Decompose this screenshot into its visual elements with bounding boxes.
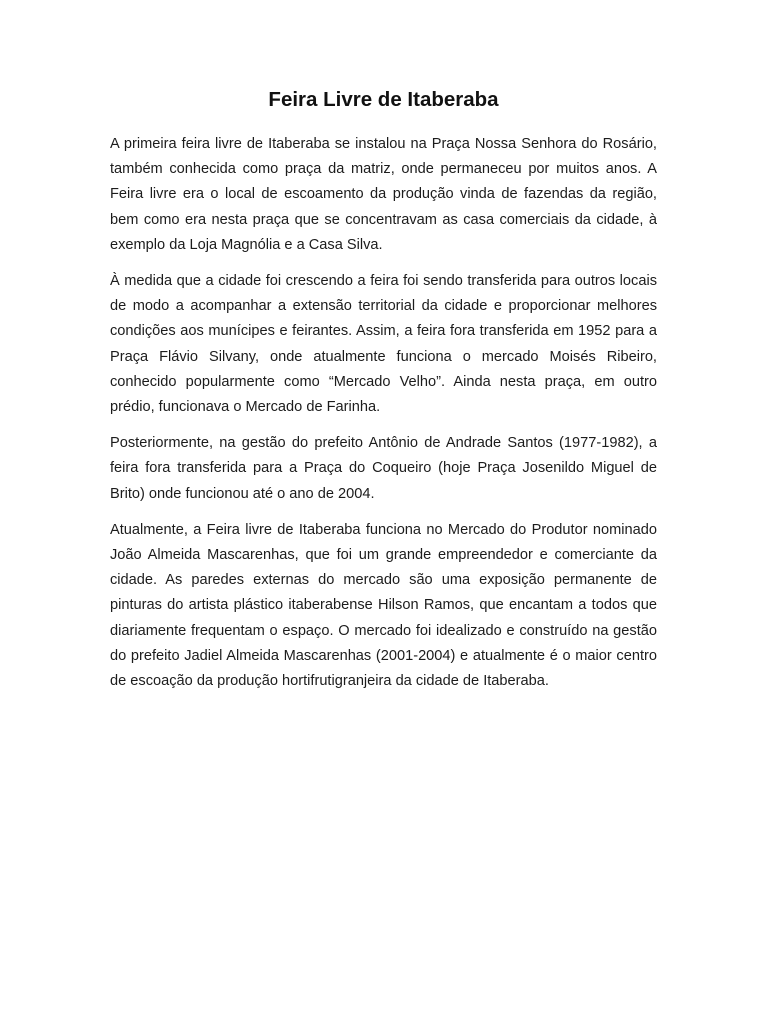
document-body	[110, 86, 657, 705]
paragraph-city-growth: À medida que a cidade foi crescendo a feira foi sendo transferida para outros locais de modo a acompanhar a extensão territorial da cidade e proporcionar melhores condições aos munícipes e feirantes. Assim, a feira fora transferida em 1952 para a Praça Flávio Silvany, onde atualmente funciona o mercado Moisés Ribeiro, conhecido popularmente como “Mercado Velho”. Ainda nesta praça, em outro prédio, funcionava o Mercado de Farinha.	[110, 273, 657, 416]
paragraph-first-market: A primeira feira livre de Itaberaba se instalou na Praça Nossa Senhora do Rosário, também conhecida como praça da matriz, onde permaneceu por muitos anos. A Feira livre era o local de escoamento da produção vinda de fazendas da região, bem como era nesta praça que se concentravam as casa comerciais da cidade, à exemplo da Loja Magnólia e a Casa Silva.	[110, 136, 657, 253]
document-title: Feira Livre de Itaberaba	[268, 88, 499, 111]
paragraph-praca-coqueiro: Posteriormente, na gestão do prefeito Antônio de Andrade Santos (1977-1982), a feira fora transferida para a Praça do Coqueiro (hoje Praça Josenildo Miguel de Brito) onde funcionou até o ano de 2004.	[110, 435, 657, 502]
paragraph-mercado-produtor: Atualmente, a Feira livre de Itaberaba funciona no Mercado do Produtor nominado João Almeida Mascarenhas, que foi um grande empreendedor e comerciante da cidade. As paredes externas do mercado são uma exposição permanente de pinturas do artista plástico itaberabense Hilson Ramos, que encantam a todos que diariamente frequentam o espaço. O mercado foi idealizado e construído na gestão do prefeito Jadiel Almeida Mascarenhas (2001-2004) e atualmente é o maior centro de escoação da produção hortifrutigranjeira da cidade de Itaberaba.	[110, 521, 657, 690]
